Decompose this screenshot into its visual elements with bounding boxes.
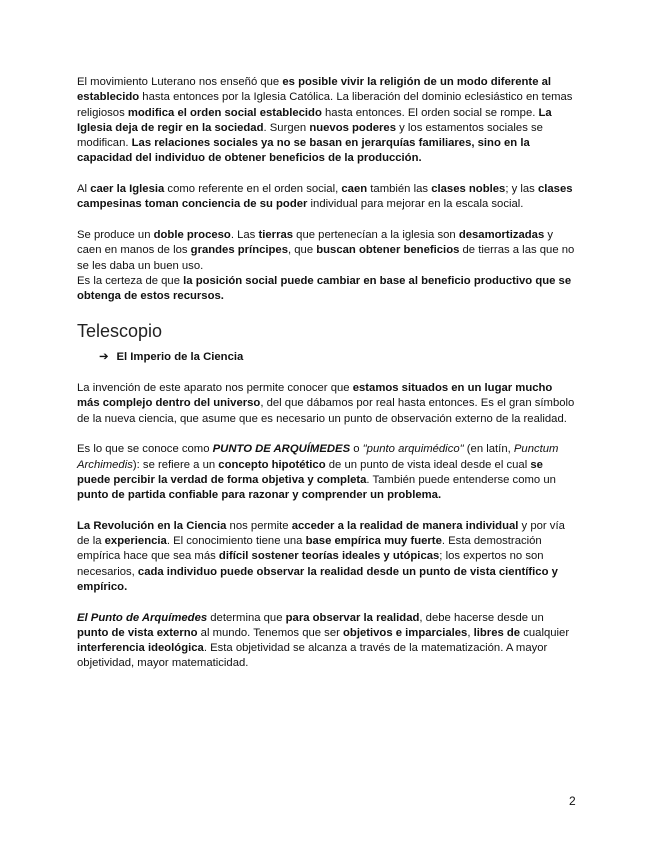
page-content	[77, 75, 577, 687]
bold-run: desamortizadas	[458, 228, 545, 241]
text-run: , del que dábamos por real hasta entonces. Es el gran símbolo de la nueva ciencia, que asume que es necesario un punto de observación externo de la realidad.	[77, 397, 575, 425]
paragraph-luteranismo	[77, 75, 577, 167]
bullet-item	[99, 350, 577, 365]
bold-run: se puede percibir la verdad de forma objetiva y completa	[77, 458, 543, 486]
text-run: La invención de este aparato nos permite conocer que	[77, 382, 353, 395]
bold-run: para observar la realidad	[285, 611, 420, 624]
text-run: cualquier	[520, 626, 570, 639]
text-run: al mundo. Tenemos que ser	[197, 626, 344, 639]
bold-run: cada individuo puede observar la realidad desde un punto de vista científico y empírico.	[77, 565, 558, 593]
text-run: ,	[467, 626, 474, 639]
text-run: o	[350, 443, 363, 456]
text-run: como referente en el orden social,	[164, 183, 342, 196]
text-run: , debe hacerse desde un	[419, 611, 544, 624]
text-run: , que	[287, 244, 317, 257]
text-run: y por vía de la	[77, 519, 565, 548]
bold-run: concepto hipotético	[218, 458, 326, 471]
text-run: y los estamentos sociales se modifican.	[77, 121, 543, 150]
text-run: que pertenecían a la iglesia son	[293, 228, 459, 241]
bullet-text: El Imperio de la Ciencia	[116, 350, 244, 363]
text-run: . Las	[230, 228, 259, 241]
bold-run: experiencia	[104, 535, 167, 548]
text-run: también las	[367, 183, 432, 196]
section-heading: Telescopio	[77, 320, 163, 341]
bold-run: modifica el orden social establecido	[127, 106, 322, 119]
text-run: de tierras a las que no se les daba un buen uso.	[77, 244, 575, 272]
text-run: ; los expertos no son necesarios,	[77, 550, 544, 578]
bold-run: PUNTO DE ARQUÍMEDES	[212, 443, 351, 456]
bold-run: doble proceso	[153, 228, 231, 241]
paragraph-caida-iglesia	[77, 182, 577, 213]
bold-run: acceder a la realidad de manera individual	[291, 519, 519, 532]
bold-run: base empírica muy fuerte	[305, 535, 442, 548]
bold-run: clases nobles	[431, 183, 506, 196]
bold-run: El Punto de Arquímedes	[77, 611, 208, 624]
page-number: 2	[569, 794, 576, 808]
text-run: . El conocimiento tiene una	[166, 535, 306, 548]
bold-run: interferencia ideológica	[77, 642, 204, 655]
text-run: . También puede entenderse como un	[366, 473, 556, 486]
text-run: hasta entonces por la Iglesia Católica. La liberación del dominio eclesiástico en temas religiosos	[77, 91, 573, 119]
arrow-icon: ➔	[99, 350, 109, 363]
text-run: ; y las	[505, 183, 538, 196]
bold-run: caer la Iglesia	[90, 183, 165, 196]
paragraph-revolucion-ciencia	[77, 519, 577, 595]
text-run: hasta entonces. El orden social se rompe.	[321, 106, 539, 119]
bold-run: caen	[341, 183, 368, 196]
text-run: determina que	[207, 611, 286, 624]
text-run: Al	[77, 183, 91, 196]
paragraph-doble-proceso	[77, 228, 577, 274]
bold-run: punto de vista externo	[77, 626, 198, 639]
bold-run: La Iglesia deja de regir en la sociedad	[77, 106, 552, 134]
bold-run: objetivos e imparciales	[343, 626, 468, 639]
text-run: El movimiento Luterano nos enseñó que	[77, 76, 283, 88]
text-run: Se produce un	[77, 228, 154, 241]
bold-run: punto de partida confiable para razonar y comprender un problema.	[77, 489, 442, 502]
bold-run: es posible vivir la religión de un modo diferente al establecido	[77, 76, 552, 104]
text-run: . Esta demostración empírica hace que sea más	[77, 535, 542, 563]
paragraph-punto-arquimedes	[77, 442, 577, 503]
bold-run: la posición social puede cambiar en base al beneficio productivo que se obtenga de estos recursos.	[77, 274, 572, 303]
paragraph-telescopio	[77, 381, 577, 427]
bold-run: nuevos poderes	[309, 121, 396, 134]
bold-run: difícil sostener teorías ideales y utópicas	[218, 550, 440, 563]
text-run: . Esta objetividad se alcanza a través de la matematización. A mayor objetividad, mayor matematicidad.	[77, 642, 548, 670]
italic-run: Punctum Archimedis	[77, 443, 559, 471]
text-run: nos permite	[226, 519, 292, 532]
text-run: Es lo que se conoce como	[77, 443, 213, 456]
bold-run: tierras	[258, 228, 294, 241]
text-run: ): se refiere a un	[132, 458, 219, 471]
paragraph-objetividad	[77, 611, 577, 672]
bold-run: buscan obtener beneficios	[316, 244, 460, 257]
text-run: y caen en manos de los	[77, 228, 554, 257]
text-run: Es la certeza de que	[77, 274, 184, 287]
italic-run: "punto arquimédico"	[362, 443, 464, 456]
text-run: . Surgen	[263, 121, 310, 134]
bold-run: estamos situados en un lugar mucho más complejo dentro del universo	[77, 382, 553, 410]
text-run: de un punto de vista ideal desde el cual	[325, 458, 531, 471]
bold-run: clases campesinas toman conciencia de su poder	[77, 183, 573, 211]
text-run: individual para mejorar en la escala social.	[307, 198, 524, 211]
bold-run: libres de	[473, 626, 521, 639]
bold-run: La Revolución en la Ciencia	[77, 519, 227, 532]
bold-run: Las relaciones sociales ya no se basan en jerarquías familiares, sino en la capacidad del individuo de obtener beneficios de la producción.	[77, 137, 530, 165]
bold-run: grandes príncipes	[190, 244, 288, 257]
paragraph-posicion-social	[77, 274, 577, 305]
text-run: (en latín,	[463, 443, 514, 456]
